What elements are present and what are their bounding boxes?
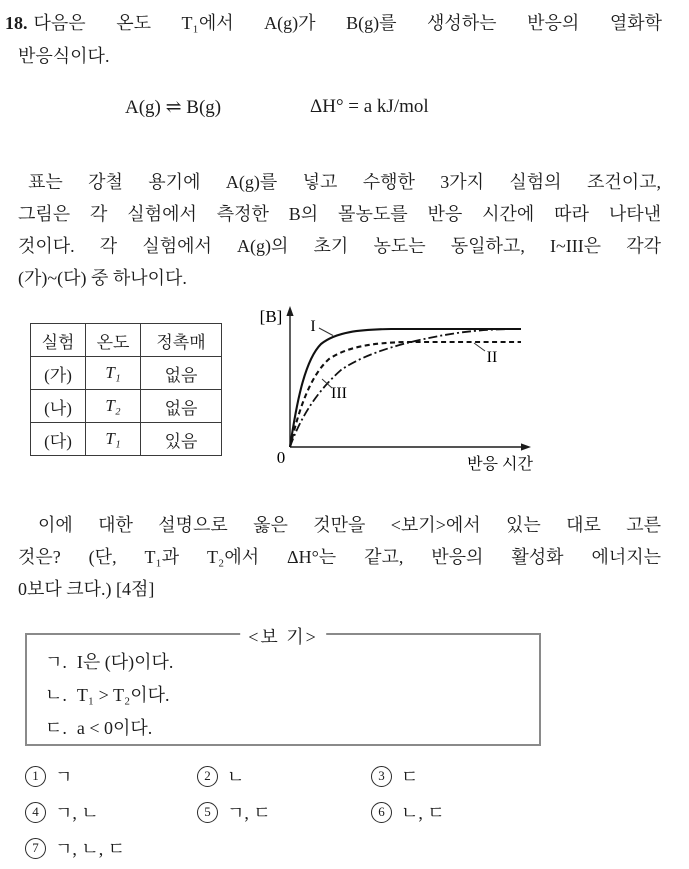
curve-I-pointer <box>319 328 333 336</box>
table-row <box>31 357 222 390</box>
cell-cat-ga: 없음 <box>141 357 222 390</box>
choice-6-number: 6 <box>371 802 392 823</box>
choice-4 <box>25 800 197 824</box>
curve-label-I: I <box>310 318 316 335</box>
table-header-row <box>31 324 222 357</box>
bogi-item-g <box>45 646 539 679</box>
bogi-text-d: a < 0이다. <box>76 718 153 738</box>
choice-3-label: ㄷ <box>401 767 419 787</box>
choice-5-label: ㄱ, ㄷ <box>227 803 271 823</box>
equation-reaction: A(g) ⇌ B(g) <box>125 97 222 118</box>
choice-6-label: ㄴ, ㄷ <box>401 803 445 823</box>
choice-1 <box>25 764 197 788</box>
choice-2-number: 2 <box>197 766 218 787</box>
curve-I <box>290 329 521 447</box>
choice-5-number: 5 <box>197 802 218 823</box>
choice-3 <box>371 764 661 788</box>
col-header-experiment: 실험 <box>31 324 86 357</box>
choice-1-number: 1 <box>25 766 46 787</box>
bogi-marker-d: ㄷ. <box>45 718 67 738</box>
experiment-table <box>30 323 222 456</box>
curve-label-III: III <box>331 385 347 402</box>
intro-line-2: 그림은 각 실험에서 측정한 B의 몰농도를 반응 시간에 따라 나타낸 <box>18 204 661 224</box>
curve-II-pointer <box>474 343 485 351</box>
intro-line-4: (가)~(다) 중 하나이다. <box>18 268 187 288</box>
choice-3-number: 3 <box>371 766 392 787</box>
choice-6 <box>371 800 661 824</box>
choice-7 <box>25 836 197 860</box>
bogi-item-n <box>45 679 539 712</box>
bogi-text-n: T₁ > T₂이다. <box>76 685 170 705</box>
intro-line-3: 것이다. 각 실험에서 A(g)의 초기 농도는 동일하고, I~III은 각각 <box>18 236 661 256</box>
question-title-text: 다음은 온도 T₁에서 A(g)가 B(g)를 생성하는 반응의 열화학 <box>33 13 662 33</box>
y-axis-label: [B] <box>259 307 283 326</box>
col-header-temperature: 온도 <box>86 324 141 357</box>
choice-7-label: ㄱ, ㄴ, ㄷ <box>55 839 126 859</box>
bogi-title: <보 기> <box>240 623 326 649</box>
cell-temp-na: T₂ <box>86 390 141 423</box>
col-header-catalyst: 정촉매 <box>141 324 222 357</box>
bogi-item-d <box>45 712 539 745</box>
choice-4-number: 4 <box>25 802 46 823</box>
y-axis-arrow-icon <box>286 306 293 316</box>
cell-exp-na: (나) <box>31 390 86 423</box>
bogi-text-g: I은 (다)이다. <box>76 652 174 672</box>
choice-5 <box>197 800 371 824</box>
curve-III <box>290 329 519 447</box>
bogi-marker-n: ㄴ. <box>45 685 67 705</box>
equation-enthalpy: ΔH° = a kJ/mol <box>310 96 429 117</box>
answer-choices <box>25 764 661 860</box>
choice-2 <box>197 764 371 788</box>
cell-temp-ga: T₁ <box>86 357 141 390</box>
origin-label: 0 <box>276 448 286 467</box>
bogi-box <box>25 627 541 746</box>
curve-label-II: II <box>486 349 498 366</box>
concentration-time-graph <box>253 295 545 477</box>
choice-7-number: 7 <box>25 838 46 859</box>
cell-cat-na: 없음 <box>141 390 222 423</box>
intro-line-1: 표는 강철 용기에 A(g)를 넣고 수행한 3가지 실험의 조건이고, <box>28 172 661 192</box>
cell-exp-ga: (가) <box>31 357 86 390</box>
choice-2-label: ㄴ <box>227 767 245 787</box>
cell-cat-da: 있음 <box>141 423 222 456</box>
table-row <box>31 390 222 423</box>
x-axis-arrow-icon <box>521 443 531 450</box>
choice-1-label: ㄱ <box>55 767 73 787</box>
prompt-line-2: 것은? (단, T₁과 T₂에서 ΔH°는 같고, 반응의 활성화 에너지는 <box>18 547 661 567</box>
prompt-paragraph <box>18 509 661 605</box>
bogi-marker-g: ㄱ. <box>45 652 67 672</box>
cell-exp-da: (다) <box>31 423 86 456</box>
question-number: 18. <box>5 13 28 33</box>
choice-4-label: ㄱ, ㄴ <box>55 803 99 823</box>
cell-temp-da: T₁ <box>86 423 141 456</box>
prompt-line-3: 0보다 크다.) [4점] <box>18 579 155 599</box>
table-row <box>31 423 222 456</box>
x-axis-label: 반응 시간 <box>467 456 533 473</box>
prompt-line-1: 이에 대한 설명으로 옳은 것만을 <보기>에서 있는 대로 고른 <box>38 515 661 535</box>
question-heading-line2: 반응식이다. <box>18 46 110 66</box>
question-heading-line1 <box>5 7 662 39</box>
intro-paragraph <box>18 166 661 294</box>
